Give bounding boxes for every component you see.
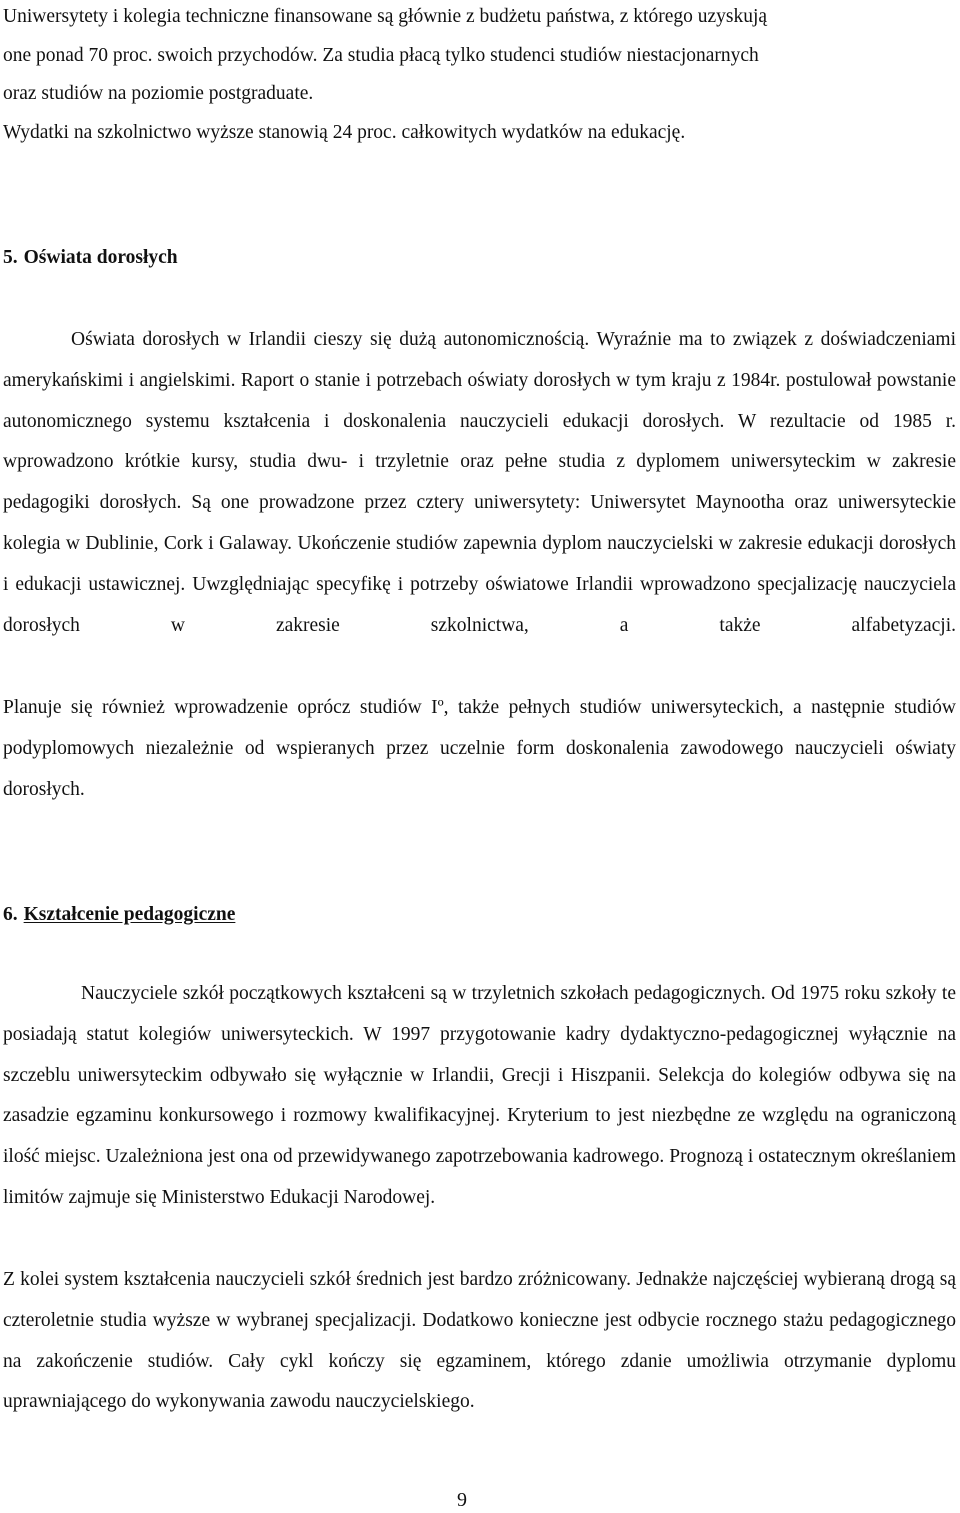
text-line: oraz studiów na poziomie postgraduate. — [3, 83, 314, 105]
body-paragraph: Oświata dorosłych w Irlandii cieszy się dużą autonomicznością. Wyraźnie ma to związek z doświadczeniami amerykańskimi i angielskimi. Raport o stanie i potrzebach oświaty dorosłych w tym kraju z 1984r. postulował powstanie autonomicznego systemu kształcenia i doskonalenia nauczycieli edukacji dorosłych. W rezultacie od 1985 r. wprowadzono krótkie kursy, studia dwu- i trzyletnie oraz pełne studia z dyplomem uniwersyteckim w zakresie pedagogiki dorosłych. Są one prowadzone przez cztery uniwersytety: Uniwersytet Maynootha oraz uniwersyteckie kolegia w Dublinie, Cork i Galaway. Ukończenie studiów zapewnia dyplom nauczycielski w zakresie edukacji dorosłych i edukacji ustawicznej. Uwzględniając specyfikę i potrzeby oświatowe Irlandii wprowadzono specjalizację nauczyciela dorosłych w zakresie szkolnictwa, a także alfabetyzacji. — [3, 329, 956, 636]
body-paragraph: Planuje się również wprowadzenie oprócz studiów Iº, także pełnych studiów uniwersyteckich, a następnie studiów podyplomowych niezależnie od wspieranych przez uczelnie form doskonalenia zawodowego nauczycieli oświaty dorosłych. — [3, 697, 956, 800]
text-line: Uniwersytety i kolegia techniczne finansowane są głównie z budżetu państwa, z którego uzyskują — [3, 6, 768, 27]
body-paragraph: Z kolei system kształcenia nauczycieli szkół średnich jest bardzo zróżnicowany. Jednakże najczęściej wybieraną drogą są czteroletnie studia wyższe w wybranej specjalizacji. Dodatkowo konieczne jest odbycie rocznego stażu pedagogicznego na zakończenie studiów. Cały cykl kończy się egzaminem, którego zdanie umożliwia otrzymanie dyplomu uprawniającego do wykonywania zawodu nauczycielskiego. — [3, 1269, 956, 1413]
section-heading — [3, 245, 956, 271]
section-number: 5. — [3, 247, 18, 268]
text-line: Wydatki na szkolnictwo wyższe stanowią 24 proc. całkowitych wydatków na edukację. — [3, 122, 686, 144]
section-heading — [3, 902, 956, 928]
intro-paragraph — [3, 0, 956, 153]
page-number: 9 — [457, 1489, 467, 1511]
section-number: 6. — [3, 904, 18, 925]
section-title: Kształcenie pedagogiczne — [23, 904, 236, 925]
section-title: Oświata dorosłych — [23, 247, 178, 268]
body-paragraph: Nauczyciele szkół początkowych kształceni są w trzyletnich szkołach pedagogicznych. Od 1975 roku szkoły te posiadają statut kolegiów uniwersyteckich. W 1997 przygotowanie kadry dydaktyczno-pedagogicznej wyłącznie na szczeblu uniwersyteckim odbywało się wyłącznie w Irlandii, Grecji i Hiszpanii. Selekcja do kolegiów odbywa się na zasadzie egzaminu konkursowego i rozmowy kwalifikacyjnej. Kryterium to jest niezbędne ze względu na ograniczoną ilość miejsc. Uzależniona jest ona od przewidywanego zapotrzebowania kadrowego. Prognozą i ostatecznym określaniem limitów zajmuje się Ministerstwo Edukacji Narodowej. — [3, 983, 956, 1208]
text-line: one ponad 70 proc. swoich przychodów. Za studia płacą tylko studenci studiów niestacjonarnych — [3, 44, 759, 66]
